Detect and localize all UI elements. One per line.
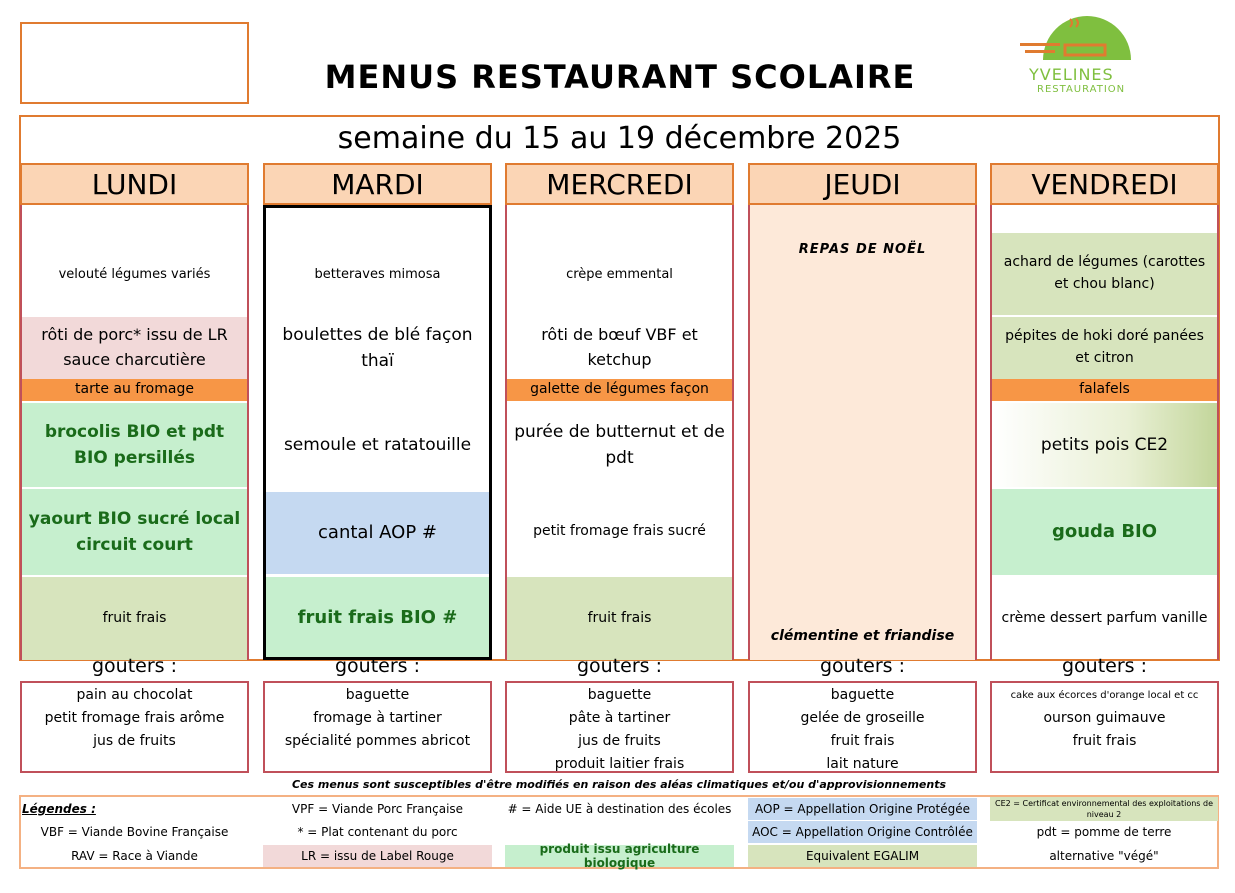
day-header-vendredi: VENDREDI: [990, 163, 1219, 205]
dessert: fruit frais: [22, 577, 247, 660]
menu-column-vendredi: [990, 205, 1219, 660]
repas-noel-title: REPAS DE NOËL: [798, 241, 927, 257]
logo-text-restauration: RESTAURATION: [1037, 84, 1126, 95]
legend-vpf: VPF = Viande Porc Française: [291, 802, 464, 816]
disclaimer-note: Ces menus sont susceptibles d'être modifiés en raison des aléas climatiques et/ou d'approvisionnements: [291, 777, 947, 791]
gouter-item: spécialité pommes abricot: [284, 733, 471, 749]
menu-column-lundi: [20, 205, 249, 660]
legend-vege: alternative "végé": [1049, 849, 1159, 863]
gouter-item: jus de fruits: [578, 733, 661, 749]
gouters-label: gouters :: [576, 655, 663, 677]
plat: rôti de porc* issu de LR sauce charcutière: [22, 317, 247, 379]
plat: boulettes de blé façon thaï: [282, 324, 473, 371]
yvelines-restauration-logo: [1015, 15, 1145, 100]
gouter-item: baguette: [587, 687, 652, 703]
gouter-item: fruit frais: [830, 733, 895, 749]
legend-vbf: VBF = Viande Bovine Française: [40, 825, 229, 839]
gouter-mardi: [263, 681, 492, 773]
accompagnement: purée de butternut et de pdt: [514, 421, 725, 468]
menu-column-mardi: [263, 205, 492, 660]
legend-ce2: CE2 = Certificat environnemental des exploitations de niveau 2: [990, 797, 1218, 821]
gouter-item: ourson guimauve: [1043, 710, 1166, 726]
alternative-vege: falafels: [992, 379, 1217, 401]
alternative-vege: galette de légumes façon: [507, 379, 732, 401]
legend-egalim: Equivalent EGALIM: [748, 845, 977, 867]
menu-column-mercredi: [505, 205, 734, 660]
day-header-mercredi: MERCREDI: [505, 163, 734, 205]
gouter-item: lait nature: [826, 756, 899, 772]
page-title: MENUS RESTAURANT SCOLAIRE: [324, 58, 916, 96]
gouter-item: baguette: [830, 687, 895, 703]
dessert: fruit frais BIO #: [265, 577, 490, 658]
gouter-item: fromage à tartiner: [313, 710, 442, 726]
legend-label-rouge: LR = issu de Label Rouge: [263, 845, 492, 867]
laitage: gouda BIO: [992, 489, 1217, 575]
logo-placeholder-box: [20, 22, 249, 104]
week-label: semaine du 15 au 19 décembre 2025: [337, 120, 902, 156]
dessert: clémentine et friandise: [770, 628, 955, 645]
gouter-item: fruit frais: [1072, 733, 1137, 749]
day-header-mardi: MARDI: [263, 163, 492, 205]
laitage: cantal AOP #: [265, 492, 490, 574]
entree: betteraves mimosa: [314, 266, 441, 282]
gouter-item: baguette: [345, 687, 410, 703]
gouter-mercredi: [505, 681, 734, 773]
dessert: fruit frais: [507, 577, 732, 660]
laitage: petit fromage frais sucré: [533, 523, 706, 540]
gouters-label: gouters :: [91, 655, 178, 677]
gouters-label: gouters :: [1061, 655, 1148, 677]
legend-aop: AOP = Appellation Origine Protégée: [748, 798, 977, 820]
cloche-icon: [1015, 15, 1145, 70]
legend-title: Légendes :: [22, 802, 96, 816]
laitage: yaourt BIO sucré local circuit court: [22, 489, 247, 575]
alternative-vege: tarte au fromage: [22, 379, 247, 401]
legend-aide-ue: # = Aide UE à destination des écoles: [507, 802, 732, 816]
accompagnement: petits pois CE2: [992, 403, 1217, 487]
day-header-lundi: LUNDI: [20, 163, 249, 205]
gouters-label: gouters :: [334, 655, 421, 677]
menu-column-jeudi: [748, 205, 977, 660]
entree: crèpe emmental: [566, 266, 673, 282]
plat: rôti de bœuf VBF et ketchup: [541, 325, 698, 369]
accompagnement: semoule et ratatouille: [283, 434, 472, 455]
logo-text-yvelines: YVELINES: [1029, 65, 1114, 84]
gouter-lundi: [20, 681, 249, 773]
gouter-item: cake aux écorces d'orange local et cc: [1010, 690, 1199, 701]
gouter-item: gelée de groseille: [800, 710, 925, 726]
gouter-item: produit laitier frais: [554, 756, 685, 772]
dessert: crème dessert parfum vanille: [1001, 609, 1208, 626]
gouter-item: pain au chocolat: [76, 687, 193, 703]
gouter-jeudi: [748, 681, 977, 773]
legend-aoc: AOC = Appellation Origine Contrôlée: [748, 821, 977, 843]
gouter-vendredi: [990, 681, 1219, 773]
day-header-jeudi: JEUDI: [748, 163, 977, 205]
gouters-label: gouters :: [819, 655, 906, 677]
legend-porc: * = Plat contenant du porc: [297, 825, 458, 839]
gouter-item: petit fromage frais arôme: [44, 710, 225, 726]
entree: velouté légumes variés: [58, 266, 211, 282]
highlight-frame: [263, 205, 492, 660]
gouter-item: jus de fruits: [93, 733, 176, 749]
gouter-item: pâte à tartiner: [568, 710, 671, 726]
entree: achard de légumes (carottes et chou blanc): [992, 233, 1217, 315]
legend-pdt: pdt = pomme de terre: [1036, 825, 1172, 839]
accompagnement: brocolis BIO et pdt BIO persillés: [22, 403, 247, 487]
plat: pépites de hoki doré panées et citron: [992, 317, 1217, 379]
legend-rav: RAV = Race à Viande: [71, 849, 198, 863]
legend-bio: produit issu agriculture biologique: [505, 845, 734, 867]
